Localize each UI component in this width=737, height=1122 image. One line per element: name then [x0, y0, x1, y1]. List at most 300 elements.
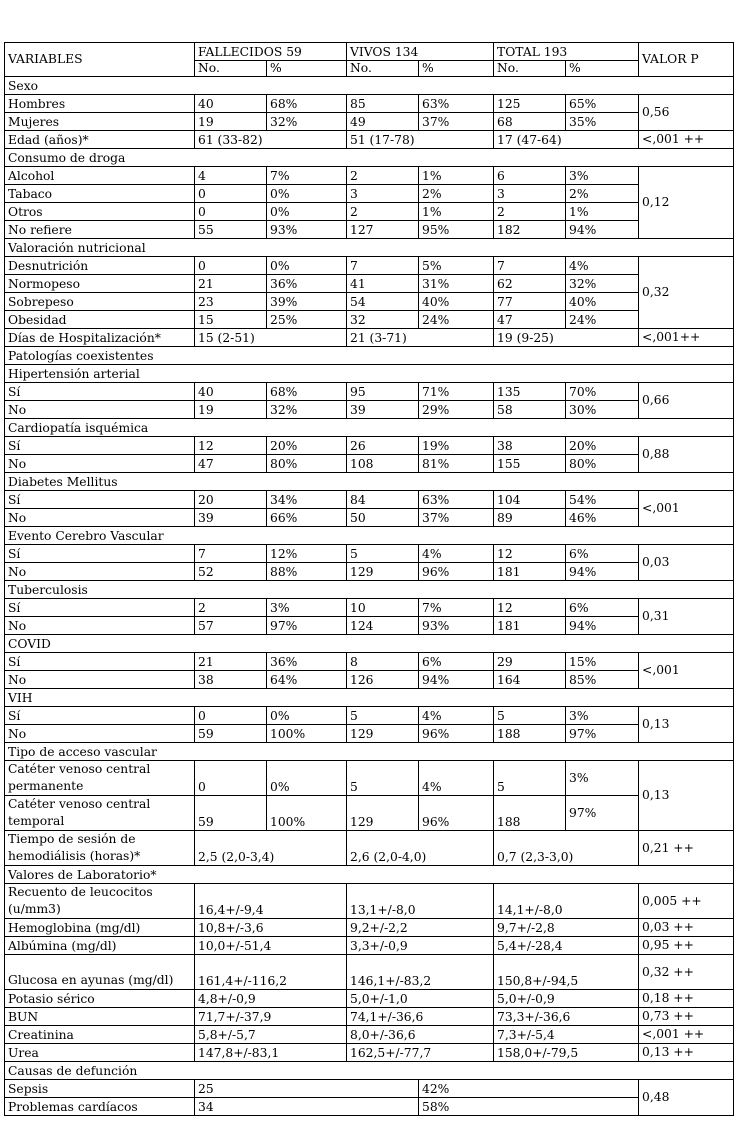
- cell-count: 89: [494, 509, 566, 527]
- p-value: 0,95 ++: [639, 937, 734, 955]
- cell-percent: 1%: [566, 203, 639, 221]
- cell-percent: 0%: [267, 203, 347, 221]
- cell-percent: 1%: [419, 203, 494, 221]
- summary-row: [5, 919, 734, 937]
- cell-percent: 0%: [267, 707, 347, 725]
- p-value: 0,13: [639, 761, 734, 831]
- summary-row: [5, 329, 734, 347]
- cell-percent: 36%: [267, 653, 347, 671]
- table-row: [5, 1098, 734, 1116]
- cell-count: 41: [347, 275, 419, 293]
- table-row: [5, 203, 734, 221]
- row-label: No: [5, 725, 195, 743]
- cell-percent: 96%: [419, 725, 494, 743]
- cell-total: 73,3+/-36,6: [494, 1008, 639, 1026]
- cell-vivos: 74,1+/-36,6: [347, 1008, 494, 1026]
- row-label: No: [5, 455, 195, 473]
- cell-percent: 3%: [566, 707, 639, 725]
- table-row: [5, 653, 734, 671]
- section-title-row: [5, 689, 734, 707]
- p-value: 0,88: [639, 437, 734, 473]
- row-label: Sí: [5, 437, 195, 455]
- cell-count: 124: [347, 617, 419, 635]
- table-row: [5, 563, 734, 581]
- cell-percent: 6%: [566, 545, 639, 563]
- cell-count: 47: [195, 455, 267, 473]
- section-title: Evento Cerebro Vascular: [5, 527, 734, 545]
- row-label: Sí: [5, 707, 195, 725]
- section-title-row: [5, 527, 734, 545]
- cell-percent: 37%: [419, 509, 494, 527]
- cell-vivos: 146,1+/-83,2: [347, 955, 494, 990]
- cell-total: 14,1+/-8,0: [494, 884, 639, 919]
- cell-count: 108: [347, 455, 419, 473]
- cell-count: 38: [195, 671, 267, 689]
- cell-vivos: 13,1+/-8,0: [347, 884, 494, 919]
- cell-count: 2: [494, 203, 566, 221]
- table-row: [5, 509, 734, 527]
- results-table: [4, 42, 734, 1116]
- row-label: No: [5, 509, 195, 527]
- cell-percent: 32%: [267, 113, 347, 131]
- cell-vivos: 162,5+/-77,7: [347, 1044, 494, 1062]
- cell-count: 55: [195, 221, 267, 239]
- p-value: 0,13 ++: [639, 1044, 734, 1062]
- p-value: 0,13: [639, 707, 734, 743]
- cell-count: 10: [347, 599, 419, 617]
- group-header-vivos: VIVOS 134: [347, 43, 494, 61]
- cell-count: 40: [195, 95, 267, 113]
- cell-fallecidos: 4,8+/-0,9: [195, 990, 347, 1008]
- cell-count: 2: [347, 167, 419, 185]
- p-value: 0,005 ++: [639, 884, 734, 919]
- row-label: Catéter venoso central temporal: [5, 796, 195, 831]
- p-value: <,001 ++: [639, 131, 734, 149]
- cell-percent: 71%: [419, 383, 494, 401]
- cell-fallecidos: 161,4+/-116,2: [195, 955, 347, 990]
- cell-percent: 34%: [267, 491, 347, 509]
- row-label: Alcohol: [5, 167, 195, 185]
- cell-percent: 3%: [267, 599, 347, 617]
- table-row: [5, 725, 734, 743]
- p-value: 0,32 ++: [639, 955, 734, 990]
- p-value: 0,12: [639, 167, 734, 239]
- cell-count: 0: [195, 707, 267, 725]
- cell-fallecidos: 16,4+/-9,4: [195, 884, 347, 919]
- section-title-row: [5, 77, 734, 95]
- cell-percent: 4%: [566, 257, 639, 275]
- summary-row: [5, 131, 734, 149]
- row-label: Sobrepeso: [5, 293, 195, 311]
- cell-count: 129: [347, 725, 419, 743]
- row-label: Albúmina (mg/dl): [5, 937, 195, 955]
- cell-total: 5,4+/-28,4: [494, 937, 639, 955]
- cell-count: 5: [494, 761, 566, 796]
- cell-fallecidos: 10,0+/-51,4: [195, 937, 347, 955]
- cell-count: 129: [347, 563, 419, 581]
- cell-count: 15: [195, 311, 267, 329]
- cell-count: 188: [494, 796, 566, 831]
- cell-percent: 3%: [566, 761, 639, 796]
- pct-header: %: [419, 61, 494, 77]
- cell-total: 7,3+/-5,4: [494, 1026, 639, 1044]
- cell-count: 29: [494, 653, 566, 671]
- cell-count: 84: [347, 491, 419, 509]
- cell-count: 54: [347, 293, 419, 311]
- cell-count: 7: [494, 257, 566, 275]
- cell-percent: 97%: [566, 796, 639, 831]
- section-title: VIH: [5, 689, 734, 707]
- p-value: 0,66: [639, 383, 734, 419]
- cell-percent: 4%: [419, 707, 494, 725]
- cell-percent: 95%: [419, 221, 494, 239]
- table-row: [5, 707, 734, 725]
- table-body: [5, 43, 734, 1116]
- table-row: [5, 401, 734, 419]
- cell-percent: 31%: [419, 275, 494, 293]
- cell-count: 6: [494, 167, 566, 185]
- cell-percent: 24%: [419, 311, 494, 329]
- table-row: [5, 671, 734, 689]
- cell-percent: 63%: [419, 95, 494, 113]
- cell-percent: 68%: [267, 383, 347, 401]
- cell-count: 7: [347, 257, 419, 275]
- cell-percent: 19%: [419, 437, 494, 455]
- table-row: [5, 185, 734, 203]
- section-title: Valoración nutricional: [5, 239, 734, 257]
- cell-count: 52: [195, 563, 267, 581]
- no-header: No.: [494, 61, 566, 77]
- row-label: Días de Hospitalización*: [5, 329, 195, 347]
- cell-fallecidos: 5,8+/-5,7: [195, 1026, 347, 1044]
- cell-count: 26: [347, 437, 419, 455]
- p-value: 0,03: [639, 545, 734, 581]
- p-value: <,001++: [639, 329, 734, 347]
- cell-vivos: 21 (3-71): [347, 329, 494, 347]
- row-label: No: [5, 671, 195, 689]
- cell-percent: 42%: [419, 1080, 639, 1098]
- cell-percent: 64%: [267, 671, 347, 689]
- summary-row: [5, 955, 734, 990]
- cell-fallecidos: 2,5 (2,0-3,4): [195, 831, 347, 866]
- row-label: Creatinina: [5, 1026, 195, 1044]
- cell-fallecidos: 61 (33-82): [195, 131, 347, 149]
- cell-percent: 12%: [267, 545, 347, 563]
- section-title: Diabetes Mellitus: [5, 473, 734, 491]
- cell-percent: 70%: [566, 383, 639, 401]
- cell-count: 49: [347, 113, 419, 131]
- row-label: Problemas cardíacos: [5, 1098, 195, 1116]
- group-header-total: TOTAL 193: [494, 43, 639, 61]
- cell-count: 8: [347, 653, 419, 671]
- cell-percent: 40%: [419, 293, 494, 311]
- cell-count: 0: [195, 257, 267, 275]
- cell-percent: 100%: [267, 796, 347, 831]
- p-value: 0,56: [639, 95, 734, 131]
- cell-total: 5,0+/-0,9: [494, 990, 639, 1008]
- cell-percent: 93%: [419, 617, 494, 635]
- cell-count: 12: [494, 599, 566, 617]
- cell-percent: 54%: [566, 491, 639, 509]
- section-title-row: [5, 743, 734, 761]
- cell-percent: 100%: [267, 725, 347, 743]
- group-header-fallecidos: FALLECIDOS 59: [195, 43, 347, 61]
- section-title: Consumo de droga: [5, 149, 734, 167]
- table-row: [5, 491, 734, 509]
- cell-count: 0: [195, 761, 267, 796]
- cell-percent: 15%: [566, 653, 639, 671]
- cell-count: 2: [195, 599, 267, 617]
- cell-percent: 46%: [566, 509, 639, 527]
- section-title-row: [5, 419, 734, 437]
- cell-count: 25: [195, 1080, 419, 1098]
- table-row: [5, 167, 734, 185]
- cell-count: 34: [195, 1098, 419, 1116]
- cell-percent: 20%: [566, 437, 639, 455]
- table-row: [5, 761, 734, 796]
- section-title: COVID: [5, 635, 734, 653]
- cell-fallecidos: 147,8+/-83,1: [195, 1044, 347, 1062]
- cell-count: 21: [195, 653, 267, 671]
- cell-count: 181: [494, 563, 566, 581]
- cell-percent: 32%: [566, 275, 639, 293]
- cell-percent: 7%: [267, 167, 347, 185]
- row-label: Obesidad: [5, 311, 195, 329]
- cell-percent: 20%: [267, 437, 347, 455]
- cell-count: 4: [195, 167, 267, 185]
- row-label: Desnutrición: [5, 257, 195, 275]
- section-title: Patologías coexistentes: [5, 347, 734, 365]
- cell-count: 5: [347, 545, 419, 563]
- cell-count: 47: [494, 311, 566, 329]
- cell-percent: 80%: [566, 455, 639, 473]
- cell-percent: 1%: [419, 167, 494, 185]
- summary-row: [5, 1008, 734, 1026]
- table-row: [5, 113, 734, 131]
- cell-count: 12: [494, 545, 566, 563]
- cell-count: 39: [195, 509, 267, 527]
- cell-total: 0,7 (2,3-3,0): [494, 831, 639, 866]
- table-row: [5, 221, 734, 239]
- cell-percent: 58%: [419, 1098, 639, 1116]
- cell-count: 77: [494, 293, 566, 311]
- row-label: Hombres: [5, 95, 195, 113]
- header-row: [5, 43, 734, 61]
- cell-percent: 25%: [267, 311, 347, 329]
- p-value: <,001 ++: [639, 1026, 734, 1044]
- cell-count: 0: [195, 203, 267, 221]
- cell-count: 20: [195, 491, 267, 509]
- cell-percent: 36%: [267, 275, 347, 293]
- section-title-row: [5, 239, 734, 257]
- row-label: No: [5, 563, 195, 581]
- table-row: [5, 95, 734, 113]
- row-label: Sí: [5, 599, 195, 617]
- row-label: Tabaco: [5, 185, 195, 203]
- p-value: 0,73 ++: [639, 1008, 734, 1026]
- cell-percent: 6%: [419, 653, 494, 671]
- p-value: 0,18 ++: [639, 990, 734, 1008]
- cell-count: 19: [195, 113, 267, 131]
- cell-percent: 5%: [419, 257, 494, 275]
- section-title-row: [5, 149, 734, 167]
- variables-header: VARIABLES: [5, 43, 195, 77]
- cell-count: 125: [494, 95, 566, 113]
- cell-percent: 24%: [566, 311, 639, 329]
- row-label: Sí: [5, 653, 195, 671]
- cell-percent: 66%: [267, 509, 347, 527]
- row-label: Potasio sérico: [5, 990, 195, 1008]
- p-value: 0,32: [639, 257, 734, 329]
- cell-percent: 80%: [267, 455, 347, 473]
- cell-vivos: 8,0+/-36,6: [347, 1026, 494, 1044]
- cell-percent: 94%: [566, 563, 639, 581]
- cell-count: 104: [494, 491, 566, 509]
- cell-total: 150,8+/-94,5: [494, 955, 639, 990]
- table-row: [5, 383, 734, 401]
- table-row: [5, 1080, 734, 1098]
- section-title: Cardiopatía isquémica: [5, 419, 734, 437]
- row-label: No: [5, 617, 195, 635]
- cell-total: 17 (47-64): [494, 131, 639, 149]
- cell-count: 58: [494, 401, 566, 419]
- cell-percent: 3%: [566, 167, 639, 185]
- cell-percent: 4%: [419, 545, 494, 563]
- cell-percent: 2%: [419, 185, 494, 203]
- p-value: 0,03 ++: [639, 919, 734, 937]
- p-value: 0,31: [639, 599, 734, 635]
- section-title-row: [5, 635, 734, 653]
- table-row: [5, 437, 734, 455]
- cell-percent: 81%: [419, 455, 494, 473]
- table-row: [5, 617, 734, 635]
- section-title: Valores de Laboratorio*: [5, 866, 734, 884]
- cell-count: 7: [195, 545, 267, 563]
- cell-count: 126: [347, 671, 419, 689]
- cell-percent: 0%: [267, 761, 347, 796]
- row-label: Edad (años)*: [5, 131, 195, 149]
- cell-count: 19: [195, 401, 267, 419]
- cell-percent: 63%: [419, 491, 494, 509]
- cell-percent: 2%: [566, 185, 639, 203]
- table-row: [5, 311, 734, 329]
- cell-count: 3: [347, 185, 419, 203]
- row-label: Tiempo de sesión de hemodiálisis (horas)*: [5, 831, 195, 866]
- cell-count: 68: [494, 113, 566, 131]
- cell-vivos: 5,0+/-1,0: [347, 990, 494, 1008]
- cell-count: 59: [195, 796, 267, 831]
- cell-percent: 0%: [267, 257, 347, 275]
- cell-count: 0: [195, 185, 267, 203]
- cell-percent: 29%: [419, 401, 494, 419]
- cell-percent: 93%: [267, 221, 347, 239]
- cell-count: 38: [494, 437, 566, 455]
- cell-total: 19 (9-25): [494, 329, 639, 347]
- cell-count: 127: [347, 221, 419, 239]
- cell-total: 9,7+/-2,8: [494, 919, 639, 937]
- row-label: Recuento de leucocitos (u/mm3): [5, 884, 195, 919]
- cell-count: 129: [347, 796, 419, 831]
- table-row: [5, 796, 734, 831]
- cell-count: 85: [347, 95, 419, 113]
- no-header: No.: [195, 61, 267, 77]
- table-row: [5, 545, 734, 563]
- table-row: [5, 257, 734, 275]
- section-title-row: [5, 473, 734, 491]
- cell-count: 32: [347, 311, 419, 329]
- cell-percent: 96%: [419, 563, 494, 581]
- cell-count: 12: [195, 437, 267, 455]
- cell-count: 135: [494, 383, 566, 401]
- cell-percent: 65%: [566, 95, 639, 113]
- cell-count: 181: [494, 617, 566, 635]
- cell-count: 5: [494, 707, 566, 725]
- section-title: Causas de defunción: [5, 1062, 734, 1080]
- row-label: Urea: [5, 1044, 195, 1062]
- cell-count: 39: [347, 401, 419, 419]
- summary-row: [5, 1026, 734, 1044]
- summary-row: [5, 831, 734, 866]
- row-label: Hemoglobina (mg/dl): [5, 919, 195, 937]
- section-title-row: [5, 581, 734, 599]
- table-row: [5, 455, 734, 473]
- p-value: <,001: [639, 653, 734, 689]
- cell-percent: 0%: [267, 185, 347, 203]
- cell-vivos: 51 (17-78): [347, 131, 494, 149]
- section-title-row: [5, 365, 734, 383]
- row-label: No: [5, 401, 195, 419]
- cell-count: 95: [347, 383, 419, 401]
- cell-vivos: 2,6 (2,0-4,0): [347, 831, 494, 866]
- cell-count: 23: [195, 293, 267, 311]
- cell-percent: 32%: [267, 401, 347, 419]
- summary-row: [5, 1044, 734, 1062]
- row-label: Catéter venoso central permanente: [5, 761, 195, 796]
- summary-row: [5, 990, 734, 1008]
- cell-percent: 40%: [566, 293, 639, 311]
- cell-count: 21: [195, 275, 267, 293]
- section-title-row: [5, 1062, 734, 1080]
- row-label: Sí: [5, 491, 195, 509]
- pvalue-header: VALOR P: [639, 43, 734, 77]
- row-label: Sí: [5, 383, 195, 401]
- cell-count: 2: [347, 203, 419, 221]
- cell-count: 5: [347, 707, 419, 725]
- cell-count: 40: [195, 383, 267, 401]
- cell-count: 62: [494, 275, 566, 293]
- cell-percent: 68%: [267, 95, 347, 113]
- cell-vivos: 3,3+/-0,9: [347, 937, 494, 955]
- cell-count: 57: [195, 617, 267, 635]
- cell-percent: 39%: [267, 293, 347, 311]
- pct-header: %: [566, 61, 639, 77]
- summary-row: [5, 937, 734, 955]
- no-header: No.: [347, 61, 419, 77]
- row-label: Otros: [5, 203, 195, 221]
- cell-percent: 97%: [566, 725, 639, 743]
- row-label: BUN: [5, 1008, 195, 1026]
- section-title-row: [5, 866, 734, 884]
- cell-percent: 88%: [267, 563, 347, 581]
- cell-percent: 37%: [419, 113, 494, 131]
- cell-percent: 7%: [419, 599, 494, 617]
- row-label: Sí: [5, 545, 195, 563]
- cell-count: 5: [347, 761, 419, 796]
- p-value: <,001: [639, 491, 734, 527]
- cell-count: 182: [494, 221, 566, 239]
- table-row: [5, 293, 734, 311]
- cell-count: 155: [494, 455, 566, 473]
